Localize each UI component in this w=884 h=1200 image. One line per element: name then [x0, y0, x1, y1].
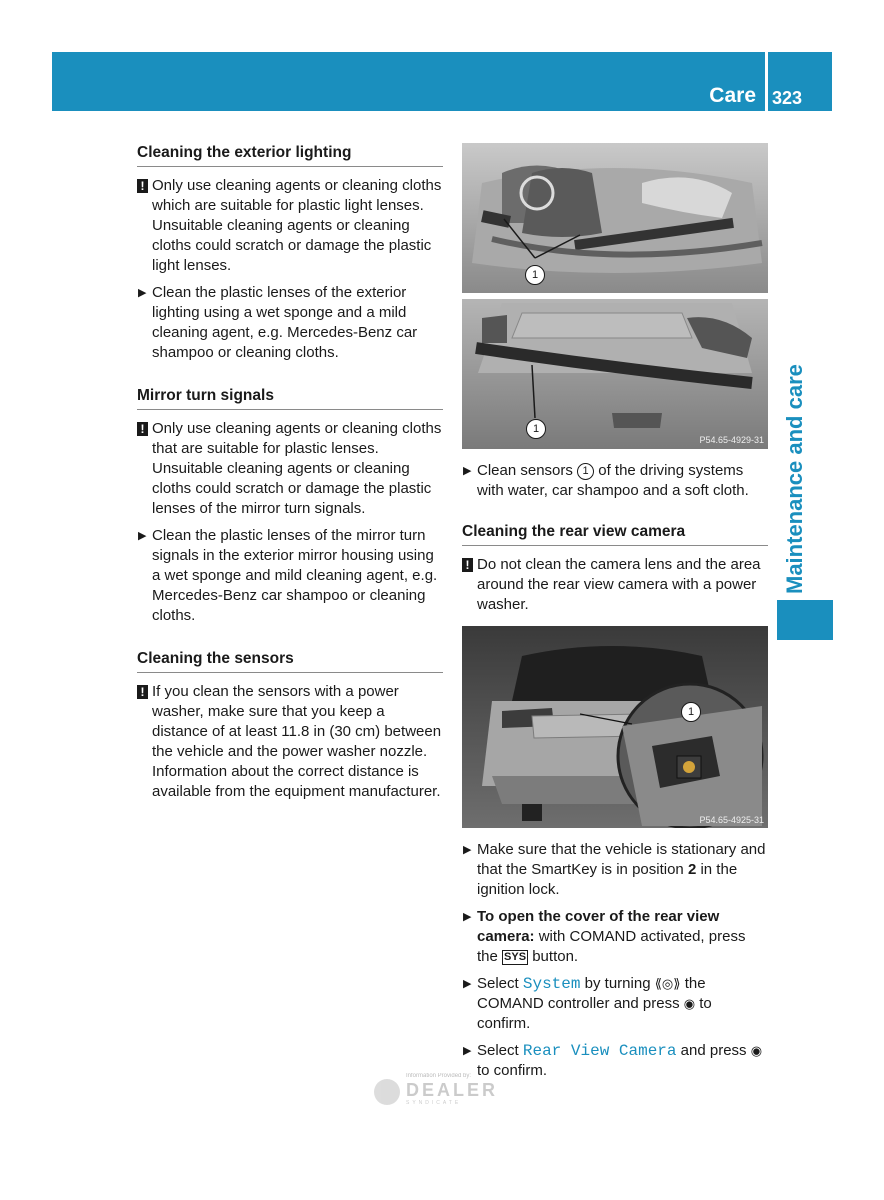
dealer-logo-icon — [374, 1079, 400, 1105]
step-text-d: to confirm. — [477, 995, 712, 1032]
step-clean-sensors — [462, 461, 768, 501]
step-lead: To open the cover of the rear view camera: — [477, 908, 720, 945]
warning-text: Only use cleaning agents or cleaning cloths which are suitable for plastic light lenses. Unsuitable cleaning agents or cleaning cloths could scratch or damage the plastic light lenses. — [152, 177, 442, 274]
page-number: 323 — [772, 88, 803, 108]
triangle-right-icon: ▶ — [138, 530, 147, 542]
section-title: Care — [709, 84, 756, 107]
menu-item-system: System — [522, 975, 581, 993]
triangle-right-icon: ▶ — [138, 287, 147, 299]
heading-mirror-turn-signals: Mirror turn signals — [137, 386, 443, 410]
triangle-right-icon: ▶ — [463, 844, 472, 856]
step-text-a: Clean sensors — [477, 462, 573, 479]
photo-code: P54.65-4929-31 — [699, 435, 764, 445]
controller-press-icon: ◉ — [683, 996, 696, 1011]
step-text-a: Make sure that the vehicle is stationary and that the SmartKey is in position — [477, 841, 766, 878]
callout-1-front: 1 — [525, 265, 545, 285]
warning-rear-view-camera — [462, 555, 768, 615]
step-text-b: in the ignition lock. — [477, 861, 738, 898]
step-text-a: Select — [477, 1042, 519, 1059]
warning-square-icon: ! — [137, 685, 148, 699]
header-divider — [765, 52, 768, 111]
warning-exterior-lighting — [137, 176, 443, 276]
step-text-b: of the driving systems with water, car shampoo and a soft cloth. — [477, 462, 749, 499]
photo-code: P54.65-4925-31 — [699, 815, 764, 825]
triangle-right-icon: ▶ — [463, 911, 472, 923]
callout-ref-1: 1 — [577, 463, 594, 480]
callout-1-rear: 1 — [526, 419, 546, 439]
sys-button-icon: SYS — [504, 951, 527, 963]
step-text-a: Select — [477, 975, 519, 992]
warning-mirror-turn-signals — [137, 419, 443, 519]
menu-item-rear-view-camera: Rear View Camera — [522, 1042, 677, 1060]
right-column-top — [462, 461, 768, 622]
warning-square-icon: ! — [137, 179, 148, 193]
dealer-watermark — [372, 1073, 512, 1107]
chapter-tab-marker — [777, 600, 833, 640]
rear-camera-photo — [462, 626, 768, 828]
right-column-bottom — [462, 840, 768, 1088]
triangle-right-icon: ▶ — [463, 1045, 472, 1057]
left-column — [137, 143, 443, 809]
watermark-brand: DEALER — [406, 1080, 499, 1100]
bumper-sensors-photo — [462, 143, 768, 449]
triangle-right-icon: ▶ — [463, 465, 472, 477]
warning-sensors — [137, 682, 443, 802]
step-text-a: with COMAND activated, press the — [477, 928, 746, 965]
warning-square-icon: ! — [462, 558, 473, 572]
warning-text: Only use cleaning agents or cleaning cloths that are suitable for plastic lenses. Unsuitable cleaning agents or cleaning cloths could scratch or damage the plastic lenses of the mirror turn signals. — [152, 420, 442, 517]
heading-exterior-lighting: Cleaning the exterior lighting — [137, 143, 443, 167]
key-position: 2 — [687, 861, 697, 878]
warning-text: Do not clean the camera lens and the area around the rear view camera with a power washer. — [477, 556, 761, 613]
step-text-b: button. — [532, 948, 579, 965]
step-text: Clean the plastic lenses of the exterior lighting using a wet sponge and a mild cleaning agent, e.g. Mercedes-Benz car shampoo or cleaning cloths. — [152, 284, 418, 361]
step-stationary — [462, 840, 768, 900]
step-text-c: the COMAND controller and press — [477, 975, 706, 1012]
callout-1-camera: 1 — [681, 702, 701, 722]
step-text-b: by turning — [584, 975, 651, 992]
heading-rear-view-camera: Cleaning the rear view camera — [462, 522, 768, 546]
step-text-c: to confirm. — [477, 1062, 548, 1079]
controller-turn-icon: ⟪◎⟫ — [654, 976, 681, 991]
step-exterior-lighting — [137, 283, 443, 363]
triangle-right-icon: ▶ — [463, 978, 472, 990]
step-open-cover — [462, 907, 768, 967]
chapter-tab-label: Maintenance and care — [782, 364, 807, 594]
warning-text: If you clean the sensors with a power washer, make sure that you keep a distance of at least 11.8 in (30 cm) between the vehicle and the power washer nozzle. Information about the correct distance is available from the equipment manufacturer. — [152, 683, 442, 800]
heading-sensors: Cleaning the sensors — [137, 649, 443, 673]
step-text-b: and press — [680, 1042, 747, 1059]
step-select-system — [462, 974, 768, 1034]
watermark-small: Information Provided by: — [406, 1073, 472, 1079]
warning-square-icon: ! — [137, 422, 148, 436]
controller-press-icon: ◉ — [750, 1043, 763, 1058]
step-text: Clean the plastic lenses of the mirror turn signals in the exterior mirror housing using a wet sponge and mild cleaning agent, e.g. Mercedes-Benz car shampoo or cleaning cloths. — [152, 527, 438, 624]
watermark-sub: SYNDICATE — [406, 1100, 462, 1106]
step-mirror-turn-signals — [137, 526, 443, 626]
